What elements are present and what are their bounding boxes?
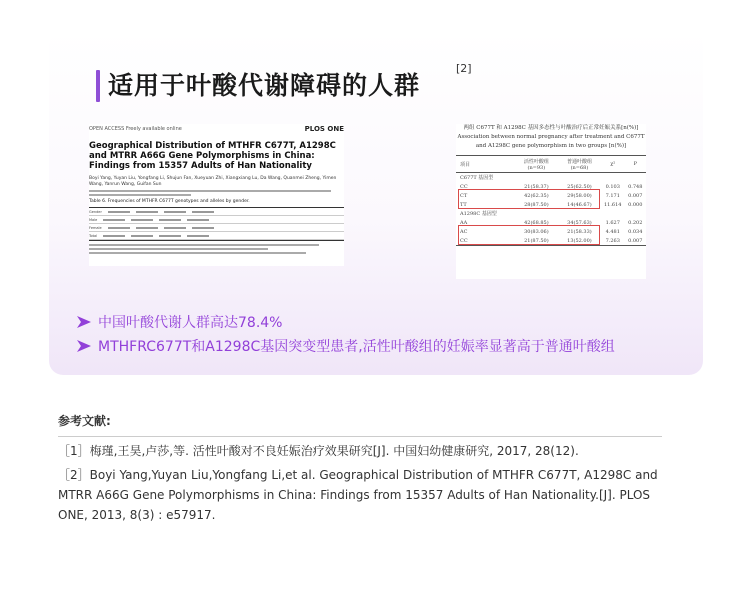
paper-table xyxy=(89,207,344,241)
table-cell: 0.748 xyxy=(628,183,643,190)
paper-table-cell: Gender xyxy=(89,209,102,214)
key-point-text: 中国叶酸代谢人群高达78.4% xyxy=(98,315,283,331)
arrow-right-icon xyxy=(76,339,92,353)
table-cell: CC xyxy=(460,183,468,190)
title-accent-bar xyxy=(96,70,100,102)
table-cell: 30(83.06) xyxy=(524,228,549,235)
arrow-right-icon xyxy=(76,315,92,329)
paper-excerpt-table xyxy=(456,124,646,279)
table-header: 普通叶酸组 (n=68) xyxy=(566,158,592,171)
table-header: 活性叶酸组 (n=93) xyxy=(523,158,549,171)
references-title: 参考文献: xyxy=(58,412,662,437)
key-point xyxy=(76,310,615,334)
page-title: 适用于叶酸代谢障碍的人群 xyxy=(108,71,421,100)
paper-table-caption: Table 6. Frequencies of MTHFR C677T genotypes and alleles by gender. xyxy=(89,199,250,204)
table-header-row xyxy=(456,156,646,173)
table-cell: 0.007 xyxy=(628,237,643,244)
table-cell: 0.103 xyxy=(605,183,620,190)
table-cell: 0.000 xyxy=(628,201,643,208)
table-caption: 两组 C677T 和 A1298C 基因多态性与叶酸治疗后正常妊娠关系[n(%)] Association between normal pregnancy after treatment and C677T and A1298C gene polymorphism in two groups [n(%)] xyxy=(457,125,645,149)
table-header: χ² xyxy=(610,161,616,167)
key-point-text: MTHFRC677T和A1298C基因突变型患者,活性叶酸组的妊娠率显著高于普通叶酸组 xyxy=(98,339,615,355)
table-cell: C677T 基因型 xyxy=(460,175,494,181)
highlight-box-a1298c xyxy=(458,225,600,245)
table-cell: 0.007 xyxy=(628,192,643,199)
table-cell: 21(58.37) xyxy=(524,183,549,190)
key-points xyxy=(76,310,615,358)
paper-authors: Boyi Yang, Yuyan Liu, Yongfang Li, Shujun Fan, Xueyuan Zhi, Xiangxiang Lu, Da Wang, Quanmei Zheng, Yimen Wang, Yanrun Wang, Guifan Sun xyxy=(89,176,337,187)
table-cell: 11.614 xyxy=(603,201,622,208)
table-cell: 0.034 xyxy=(628,228,643,235)
table-cell: 0.202 xyxy=(628,219,643,226)
table-cell: 13(52.00) xyxy=(567,237,592,244)
table-cell: AA xyxy=(460,219,468,226)
table-cell: 21(58.33) xyxy=(567,228,592,235)
paper-excerpt-plos xyxy=(89,124,344,266)
reference-item: ［2］Boyi Yang,Yuyan Liu,Yongfang Li,et al. Geographical Distribution of MTHFR C677T, A1298C and MTRR A66G Gene Polymorphisms in China: Findings from 15357 Adults of Han Nationality.[J]. PLOS ONE, 2013, 8(3) : e57917. xyxy=(58,468,658,522)
table-header: P xyxy=(633,161,637,167)
table-cell: CT xyxy=(460,192,468,199)
paper-table-cell: Female xyxy=(89,225,102,230)
table-cell: 25(62.50) xyxy=(567,183,592,190)
table-cell: 4.481 xyxy=(605,228,620,235)
reference-item: ［1］梅瑾,王昊,卢莎,等. 活性叶酸对不良妊娠治疗效果研究[J]. 中国妇幼健康研究, 2017, 28(12). xyxy=(58,444,579,458)
table-cell: 7.263 xyxy=(605,237,620,244)
table-cell: A1298C 基因型 xyxy=(460,211,497,217)
paper-footnote xyxy=(89,244,344,254)
plos-logo: PLOS ONE xyxy=(304,125,344,133)
references xyxy=(58,412,662,525)
paper-access-label: OPEN ACCESS Freely available online xyxy=(89,126,182,132)
table-cell: 42(62.35) xyxy=(524,192,549,199)
paper-table-cell: Total xyxy=(89,233,98,238)
table-cell: 21(87.50) xyxy=(524,237,549,244)
table-cell: 14(46.67) xyxy=(567,201,592,208)
table-cell: CC xyxy=(460,237,468,244)
table-cell: 34(57.63) xyxy=(567,219,592,226)
table-cell: 7.171 xyxy=(605,192,620,199)
paper-affiliation xyxy=(89,190,344,196)
table-row xyxy=(456,209,646,218)
table-cell: TT xyxy=(460,201,467,208)
paper-table-cell: Male xyxy=(89,217,98,222)
paper-title: Geographical Distribution of MTHFR C677T, A1298C and MTRR A66G Gene Polymorphisms in China: Findings from 15357 Adults of Han Nationality xyxy=(89,141,336,171)
table-header: 项目 xyxy=(460,161,471,168)
title-citation: [2] xyxy=(456,62,472,75)
table-row xyxy=(456,173,646,182)
key-point xyxy=(76,334,615,358)
table-cell: 28(87.50) xyxy=(524,201,549,208)
highlight-box-c677t xyxy=(458,189,600,209)
table-cell: 42(68.85) xyxy=(524,219,549,226)
table-cell: 29(58.00) xyxy=(567,192,592,199)
table-cell: AC xyxy=(460,228,468,235)
result-table xyxy=(456,155,646,246)
table-cell: 1.627 xyxy=(605,219,620,226)
